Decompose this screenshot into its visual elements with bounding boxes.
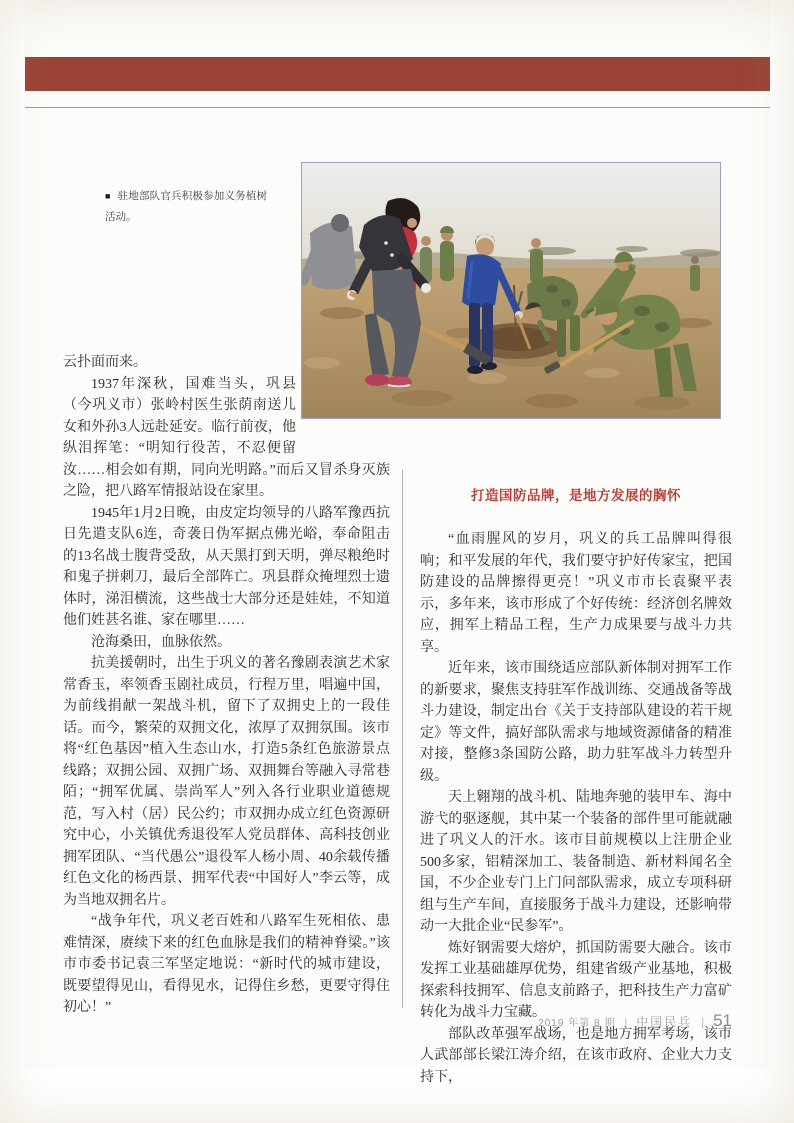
page-sheet [25, 0, 770, 1085]
footer-issue: 2019 年第 8 期 [538, 1018, 616, 1029]
photo-caption [105, 186, 267, 228]
footer-separator: | [624, 1017, 628, 1029]
header-rule [25, 107, 770, 108]
column-divider [402, 470, 403, 1008]
section-heading: 打造国防品牌，是地方发展的胸怀 [471, 488, 681, 503]
body-paragraph: 沧海桑田，血脉依然。 [91, 634, 231, 650]
left-column [63, 352, 390, 1019]
body-paragraph: 1945年1月2日晚，由皮定均领导的八路军豫西抗日先遣支队6连，奇袭日伪军据点佛光峪，奉命阻击的13名战士腹背受敌，从天黑打到天明，弹尽粮绝时和鬼子拼刺刀，最后全部阵亡。巩县群众掩埋烈士遗体时，涕泪横流，这些战士大部分还是娃娃，不知道他们姓甚名谁、家在哪里…… [63, 505, 390, 628]
body-paragraph: 部队改革强军战场，也是地方拥军考场，该市人武部部长梁江涛介绍，在该市政府、企业大力支持下， [420, 1026, 732, 1085]
body-paragraph: “血雨腥风的岁月，巩义的兵工品牌叫得很响；和平发展的年代，我们要守护好传家宝，把国防建设的品牌擦得更亮！”巩义市市长袁聚平表示，多年来，该市形成了个好传统：经济创名牌效应，拥军上精品工程，生产力成果要与战斗力共享。 [420, 532, 732, 655]
body-paragraph: 近年来，该市围绕适应部队新体制对拥军工作的新要求，聚焦支持驻军作战训练、交通战备等战斗力建设，制定出台《关于支持部队建设的若干规定》等文件，搞好部队需求与地域资源储备的精准对接，整修3条国防公路，助力驻军战斗力转型升级。 [420, 661, 732, 784]
caption-square-icon: ■ [105, 191, 111, 201]
footer-page-number: 51 [713, 1011, 732, 1030]
footer-magazine-name: 中国民兵 [636, 1015, 693, 1029]
page-footer [25, 1011, 732, 1031]
photo-wrap-spacer [296, 352, 390, 458]
body-paragraph: 1937年深秋，国难当头，巩县（今巩义市）张岭村医生张荫南送儿女和外孙3人远赴延安。临行前夜，他纵泪挥笔：“明知行役苦，不忍便留汝……相会如有期，同向光明路。”而后又冒杀身灭族之险，把八路军情报站设在家里。 [63, 376, 390, 499]
body-paragraph: 炼好钢需要大熔炉，抓国防需要大融合。该市发挥工业基础雄厚优势，组建省级产业基地，积极探索科技拥军、信息支前路子，把科技生产力富矿转化为战斗力宝藏。 [420, 940, 732, 1020]
header-bar [25, 57, 770, 91]
footer-separator: | [701, 1017, 705, 1029]
caption-text: 驻地部队官兵积极参加义务植树活动。 [105, 190, 268, 223]
body-paragraph: “战争年代，巩义老百姓和八路军生死相依、患难情深，赓续下来的红色血脉是我们的精神脊梁。”该市市委书记袁三军坚定地说：“新时代的城市建设，既要望得见山，看得见水，记得住乡愁，更要守得住初心！” [63, 914, 390, 1015]
body-paragraph: 抗美援朝时，出生于巩义的著名豫剧表演艺术家常香玉，率领香玉剧社成员，行程万里，唱遍中国，为前线捐献一架战斗机，留下了双拥史上的一段佳话。而今，繁荣的双拥文化，浓厚了双拥氛围。该市将“红色基因”植入生态山水，打造5条红色旅游景点线路；双拥公园、双拥广场、双拥舞台等融入寻常巷陌；“拥军优属、崇尚军人”列入各行业职业道德规范，写入村（居）民公约；市双拥办成立红色资源研究中心，小关镇优秀退役军人党员群体、高科技创业拥军团队、“当代愚公”退役军人杨小周、40余载传播红色文化的杨西景、拥军代表“中国好人”李云等，成为当地双拥名片。 [63, 656, 390, 908]
body-paragraph: 云扑面而来。 [63, 355, 147, 370]
right-column [420, 487, 732, 1088]
body-paragraph: 天上翱翔的战斗机、陆地奔驰的装甲车、海中游弋的驱逐舰，其中某一个装备的部件里可能就融进了巩义人的汗水。该市目前规模以上注册企业500多家，铝精深加工、装备制造、新材料闻名全国，不少企业专门上门问部队需求，成立专项科研组与生产车间，直接服务于战斗力建设，还影响带动一大批企业“民参军”。 [420, 790, 732, 934]
